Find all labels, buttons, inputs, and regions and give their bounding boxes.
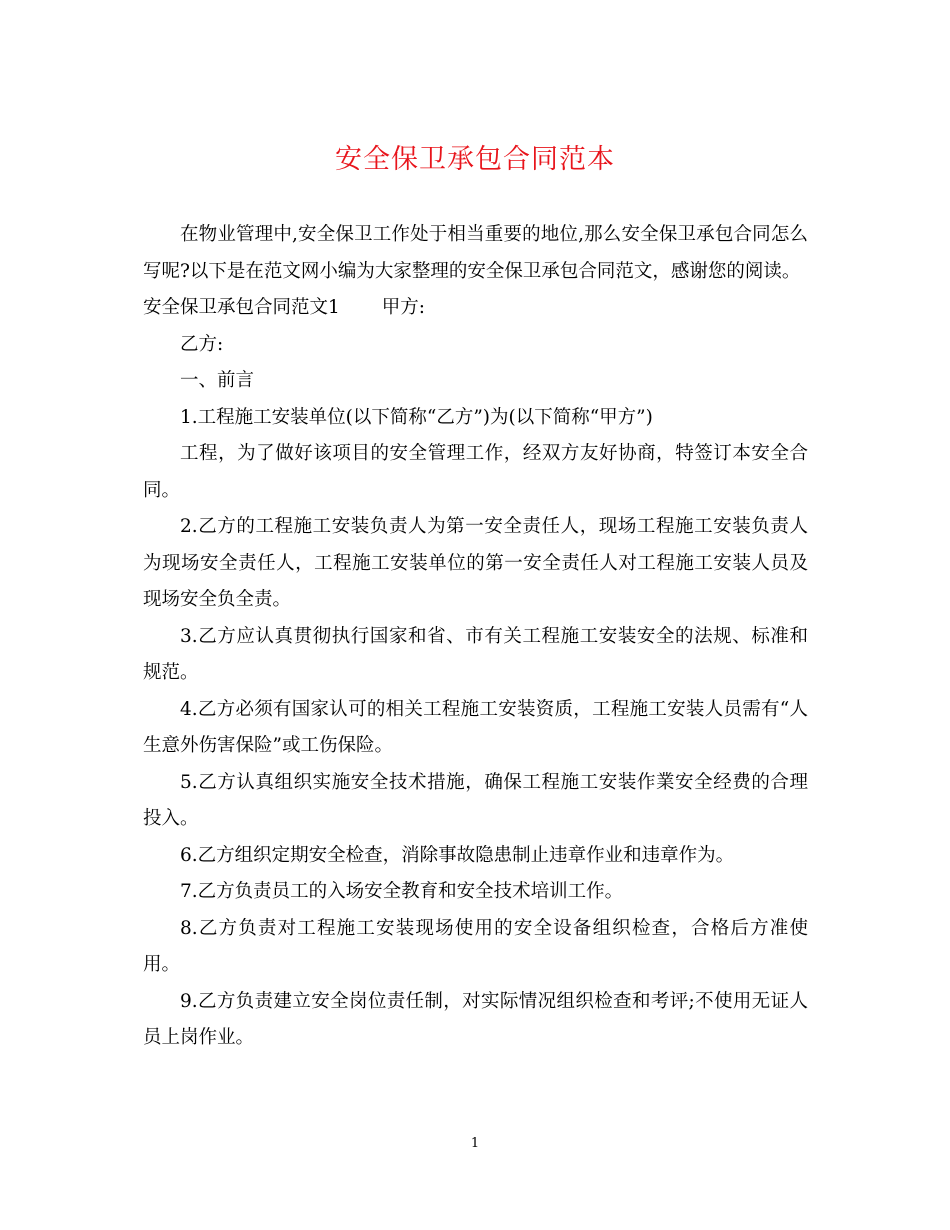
document-title: 安全保卫承包合同范本 — [335, 144, 615, 175]
clause-6: 6.乙方组织定期安全检查，消除事故隐患制止违章作业和违章作为。 — [180, 844, 735, 866]
heading-preface: 一、前言 — [180, 370, 255, 391]
clause-8: 8.乙方负责对工程施工安装现场使用的安全设备组织检查，合格后方准使用。 — [143, 917, 808, 975]
section-label: 安全保卫承包合同范文1 — [143, 297, 340, 318]
clause-2: 2.乙方的工程施工安装负责人为第一安全责任人，现场工程施工安装负责人为现场安全责任人，工程施工安装单位的第一安全责任人对工程施工安装人员及现场安全负全责。 — [143, 516, 808, 610]
document-body — [143, 217, 808, 1057]
clause-4: 4.乙方必须有国家认可的相关工程施工安装资质，工程施工安装人员需有“人生意外伤害保险”或工伤保险。 — [143, 698, 808, 756]
clause-1-continuation: 工程，为了做好该项目的安全管理工作，经双方友好协商，特签订本安全合同。 — [143, 443, 808, 501]
section-label-line — [143, 290, 808, 327]
clause-5: 5.乙方认真组织实施安全技术措施，确保工程施工安装作業安全经费的合理投入。 — [143, 771, 808, 829]
intro-paragraph: 在物业管理中,安全保卫工作处于相当重要的地位,那么安全保卫承包合同怎么写呢?以下是在范文网小编为大家整理的安全保卫承包合同范文，感谢您的阅读。 — [143, 224, 808, 282]
clause-3: 3.乙方应认真贯彻执行国家和省、市有关工程施工安装安全的法规、标准和规范。 — [143, 625, 808, 683]
party-a-label: 甲方: — [381, 297, 426, 318]
clause-1: 1.工程施工安装单位(以下简称“乙方”)为(以下简称“甲方”) — [180, 406, 653, 428]
page-number: 1 — [470, 1136, 480, 1151]
clause-9: 9.乙方负责建立安全岗位责任制，对实际情况组织检查和考评;不使用无证人员上岗作业。 — [143, 990, 808, 1048]
party-b-label: 乙方: — [180, 333, 224, 355]
clause-7: 7.乙方负责员工的入场安全教育和安全技术培训工作。 — [180, 881, 624, 902]
